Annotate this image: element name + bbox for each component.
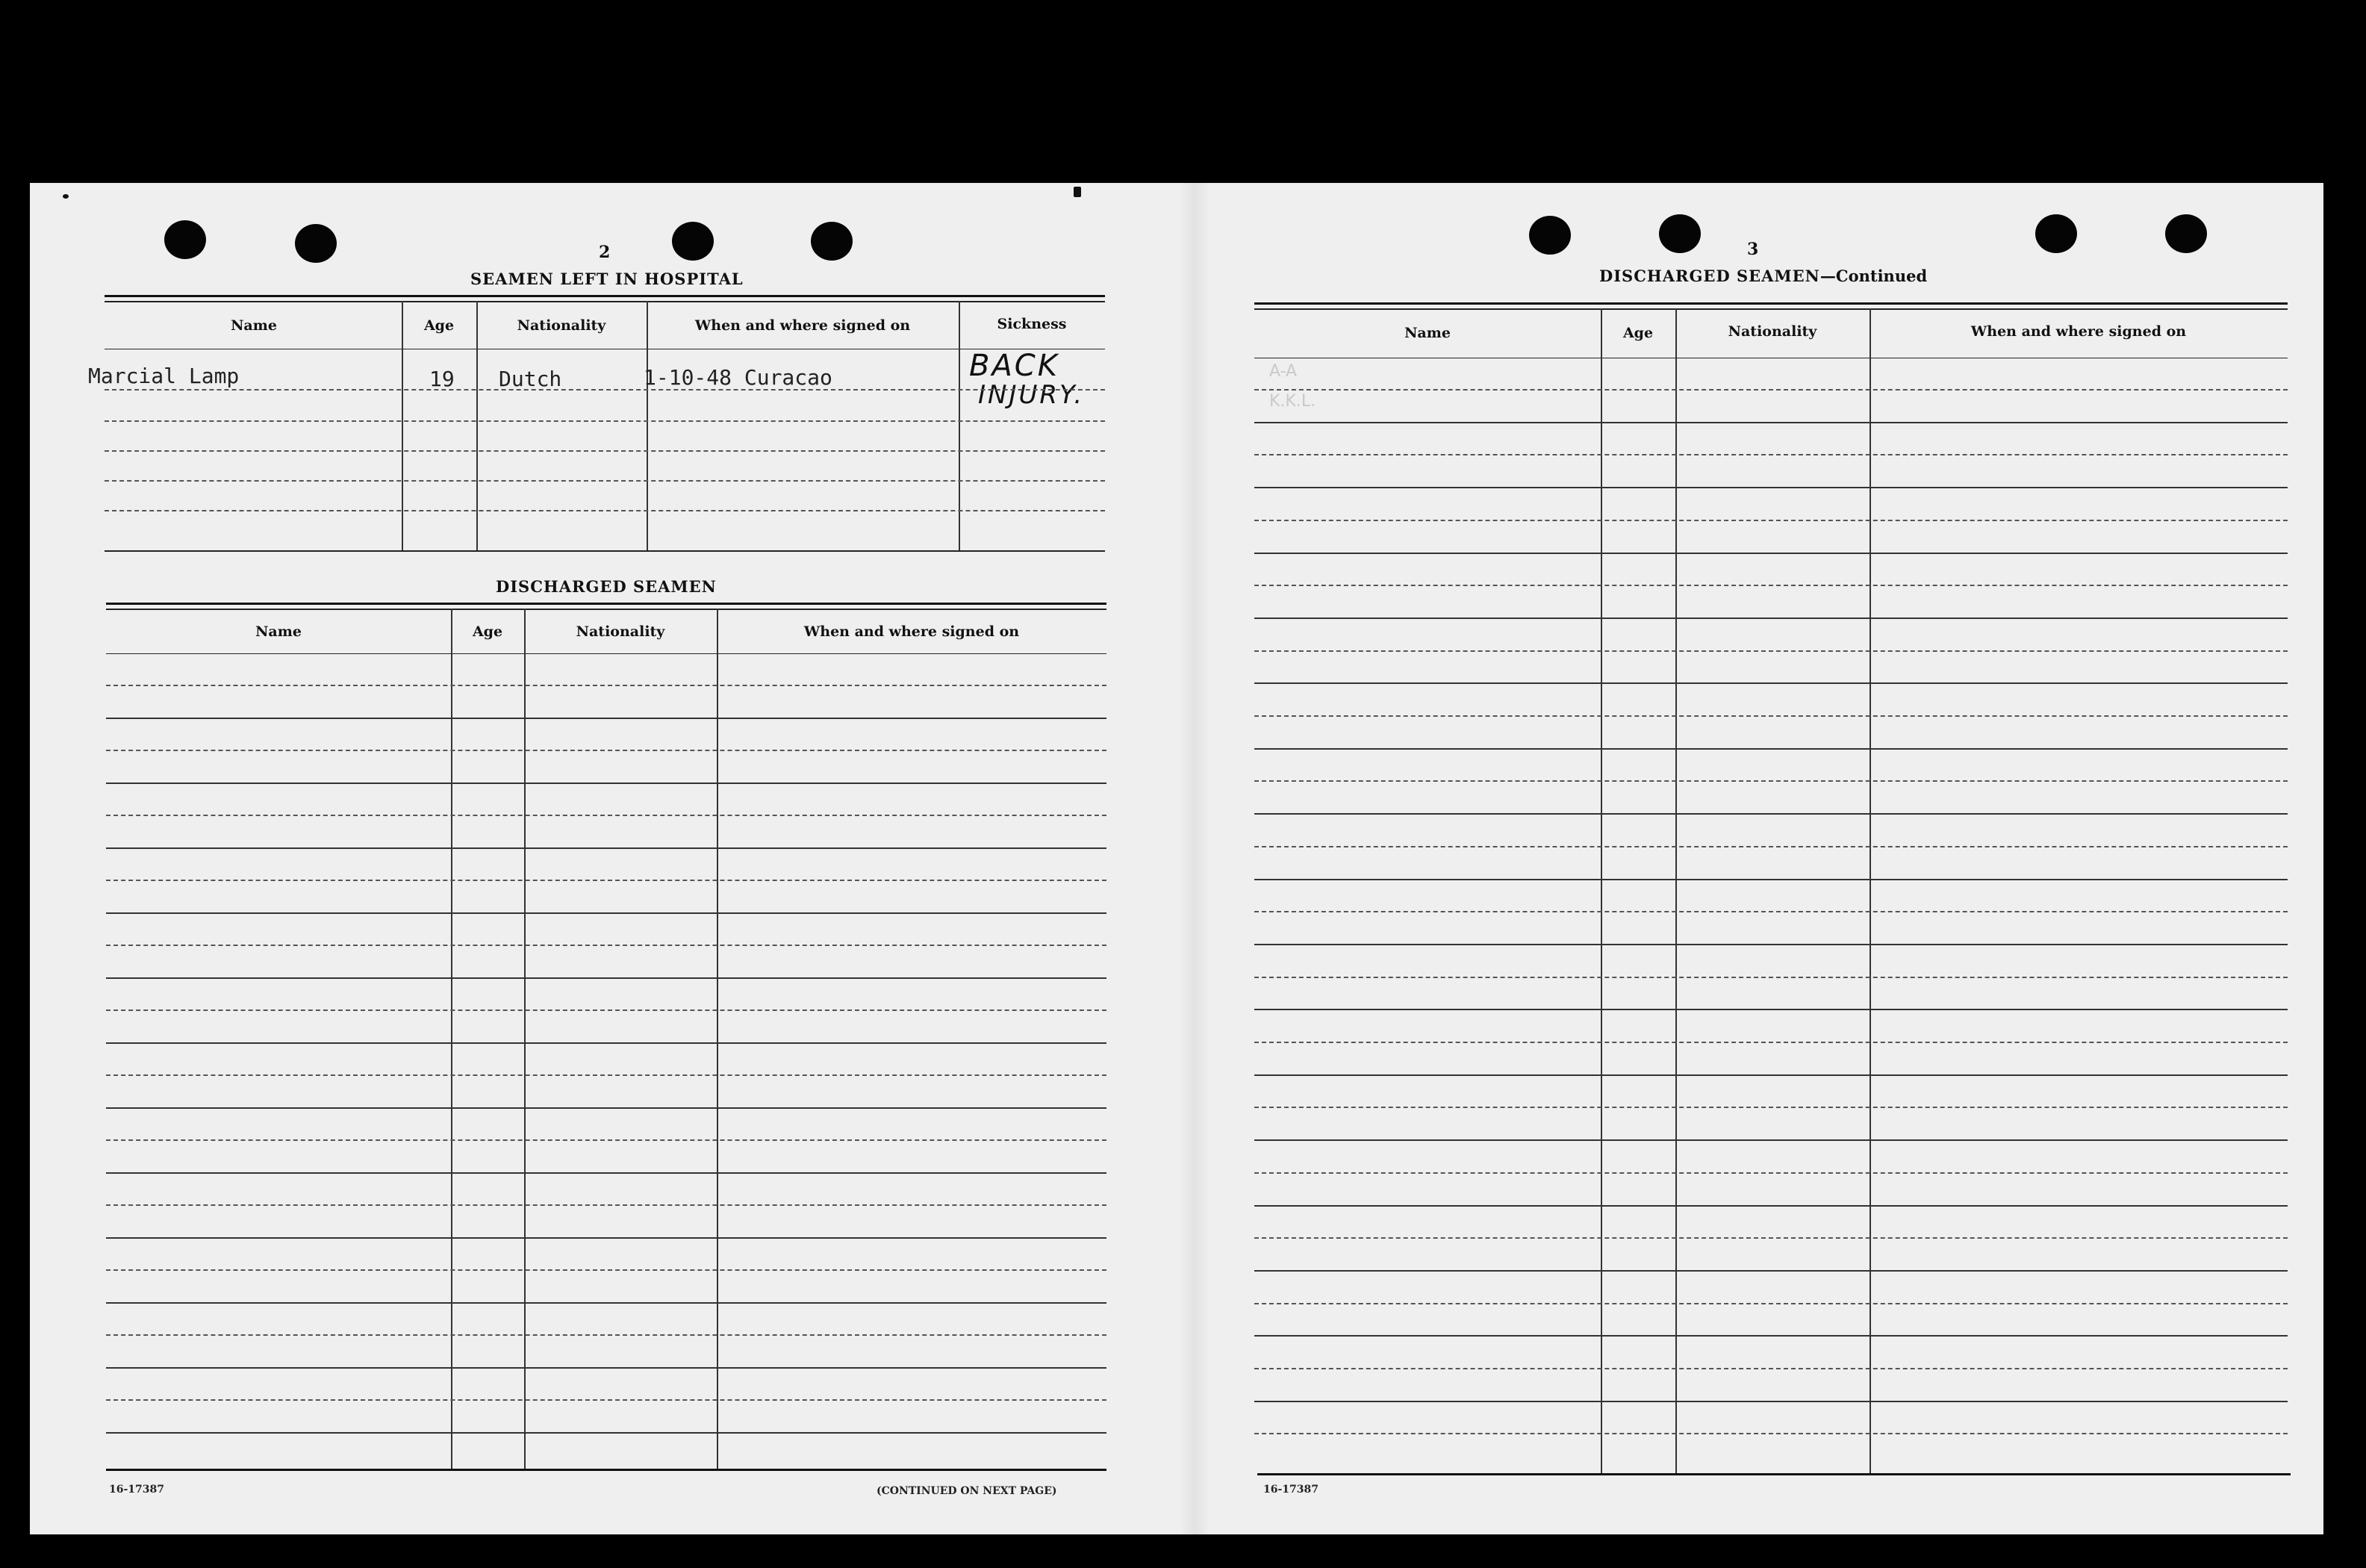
ledger-row-line: [1254, 422, 2288, 423]
ledger-row-line: [1254, 977, 2288, 978]
ledger-row-line: [1254, 553, 2288, 554]
right-col-divider: [1675, 308, 1677, 1475]
hospital-row-line: [105, 450, 1105, 452]
ledger-row-line: [106, 1269, 1106, 1271]
ledger-row-line: [106, 815, 1106, 816]
punch-hole: [1659, 214, 1701, 253]
hospital-row-line: [105, 480, 1105, 482]
ledger-row-line: [1254, 650, 2288, 652]
ledger-row-line: [106, 977, 1106, 979]
ledger-row-line: [1254, 389, 2288, 391]
ledger-row-line: [106, 1009, 1106, 1011]
discharged-section-title: DISCHARGED SEAMEN: [496, 577, 717, 596]
right-table-top-rule: [1254, 302, 2288, 305]
punch-hole: [164, 220, 206, 259]
hospital-entry-age: 19: [429, 367, 455, 391]
ledger-row-line: [1254, 520, 2288, 521]
speck: [1074, 187, 1081, 197]
right-header-nationality: Nationality: [1728, 323, 1817, 340]
ledger-row-line: [1254, 1303, 2288, 1304]
ledger-row-line: [1254, 1270, 2288, 1272]
ledger-row-line: [106, 685, 1106, 686]
ledger-row-line: [106, 945, 1106, 946]
hospital-entry-name: Marcial Lamp: [88, 364, 240, 388]
ledger-row-line: [106, 1399, 1106, 1401]
ledger-row-line: [1254, 1172, 2288, 1174]
discharged-col-divider: [451, 609, 452, 1471]
right-header-name: Name: [1404, 325, 1451, 341]
right-col-divider: [1870, 308, 1871, 1475]
form-number-right: 16-17387: [1263, 1484, 1319, 1496]
ledger-row-line: [1254, 846, 2288, 847]
punch-hole: [1529, 216, 1571, 255]
hospital-entry-sickness-line2: INJURY.: [978, 380, 1085, 410]
discharged-header-underline: [106, 653, 1106, 654]
ledger-row-line: [1254, 944, 2288, 945]
ledger-row-line: [1254, 1107, 2288, 1108]
ledger-row-line: [1254, 487, 2288, 488]
ledger-sheet: [30, 183, 2323, 1534]
hospital-header-nationality: Nationality: [517, 317, 606, 334]
hospital-header-age: Age: [423, 317, 455, 334]
ledger-row-line: [106, 1204, 1106, 1206]
ledger-row-line: [1254, 1237, 2288, 1239]
hospital-row-line: [105, 420, 1105, 422]
ledger-row-line: [106, 750, 1106, 751]
hospital-col-divider: [476, 301, 478, 552]
hospital-table-bottom-rule: [105, 550, 1105, 552]
ledger-row-line: [106, 847, 1106, 849]
ledger-row-line: [106, 1302, 1106, 1304]
hospital-header-signed: When and where signed on: [694, 317, 911, 334]
hospital-section-title: SEAMEN LEFT IN HOSPITAL: [470, 270, 744, 288]
ledger-row-line: [106, 1334, 1106, 1336]
ledger-row-line: [106, 1172, 1106, 1174]
punch-hole: [2035, 214, 2077, 253]
ledger-row-line: [1254, 813, 2288, 815]
discharged-header-name: Name: [255, 623, 302, 640]
punch-hole: [2165, 214, 2207, 253]
ledger-row-line: [1254, 1139, 2288, 1141]
ledger-row-line: [1254, 617, 2288, 619]
discharged-col-divider: [717, 609, 718, 1471]
hospital-row-line: [105, 389, 1105, 391]
right-table-bottom-rule: [1257, 1473, 2291, 1475]
ledger-row-line: [1254, 1074, 2288, 1076]
ledger-row-line: [1254, 780, 2288, 782]
hospital-entry-nationality: Dutch: [499, 367, 562, 391]
faint-mark-2: K.K.L.: [1269, 392, 1316, 411]
punch-hole: [672, 222, 714, 261]
ledger-row-line: [1254, 748, 2288, 750]
discharged-table-top-rule: [106, 603, 1106, 605]
ledger-row-line: [1254, 715, 2288, 717]
form-number-left: 16-17387: [109, 1484, 164, 1496]
ledger-row-line: [1254, 1401, 2288, 1402]
hospital-table-top-rule-2: [105, 301, 1105, 302]
ledger-row-line: [1254, 1335, 2288, 1337]
ledger-row-line: [1254, 1042, 2288, 1043]
ledger-row-line: [1254, 585, 2288, 586]
discharged-header-nationality: Nationality: [576, 623, 665, 640]
center-fold: [1180, 183, 1210, 1534]
right-header-age: Age: [1622, 325, 1654, 341]
hospital-col-divider: [959, 301, 960, 552]
hospital-header-sickness: Sickness: [997, 316, 1067, 332]
ledger-row-line: [1254, 1009, 2288, 1010]
ledger-row-line: [106, 1139, 1106, 1141]
punch-hole: [811, 222, 853, 261]
hospital-col-divider: [647, 301, 648, 552]
right-header-signed: When and where signed on: [1970, 323, 2187, 340]
ledger-row-line: [106, 783, 1106, 784]
ledger-row-line: [1254, 454, 2288, 455]
hospital-entry-signed: 1-10-48 Curacao: [644, 365, 832, 390]
discharged-table-top-rule-2: [106, 609, 1106, 610]
page-number-left: 2: [599, 243, 611, 262]
hospital-header-name: Name: [231, 317, 277, 334]
hospital-col-divider: [402, 301, 403, 552]
ledger-row-line: [1254, 1205, 2288, 1207]
ledger-row-line: [106, 1432, 1106, 1434]
faint-mark-1: A-A: [1269, 362, 1298, 381]
ledger-row-line: [106, 1042, 1106, 1044]
ledger-row-line: [106, 1237, 1106, 1239]
discharged-header-signed: When and where signed on: [803, 623, 1020, 640]
right-section-title-suffix: —Continued: [1819, 267, 1928, 285]
ledger-row-line: [106, 1107, 1106, 1109]
hospital-entry-sickness-line1: BACK: [969, 349, 1059, 383]
punch-hole: [295, 224, 337, 263]
ledger-row-line: [106, 880, 1106, 881]
continued-note: (CONTINUED ON NEXT PAGE): [877, 1485, 1057, 1497]
page-number-right: 3: [1747, 240, 1759, 259]
ledger-row-line: [1254, 879, 2288, 880]
discharged-col-divider: [524, 609, 526, 1471]
ledger-row-line: [106, 1367, 1106, 1369]
right-section-title-main: DISCHARGED SEAMEN: [1599, 267, 1820, 285]
discharged-header-age: Age: [472, 623, 503, 640]
speck: [63, 194, 69, 199]
right-col-divider: [1601, 308, 1602, 1475]
ledger-row-line: [1254, 682, 2288, 684]
ledger-row-line: [106, 912, 1106, 914]
ledger-row-line: [1254, 1433, 2288, 1434]
ledger-row-line: [1254, 911, 2288, 912]
ledger-row-line: [106, 718, 1106, 719]
ledger-row-line: [1254, 1368, 2288, 1369]
hospital-row-line: [105, 510, 1105, 511]
hospital-table-top-rule: [105, 295, 1105, 297]
right-section-title: [1599, 267, 1927, 285]
ledger-row-line: [106, 1074, 1106, 1076]
right-table-top-rule-2: [1254, 308, 2288, 310]
discharged-table-bottom-rule: [106, 1469, 1106, 1471]
